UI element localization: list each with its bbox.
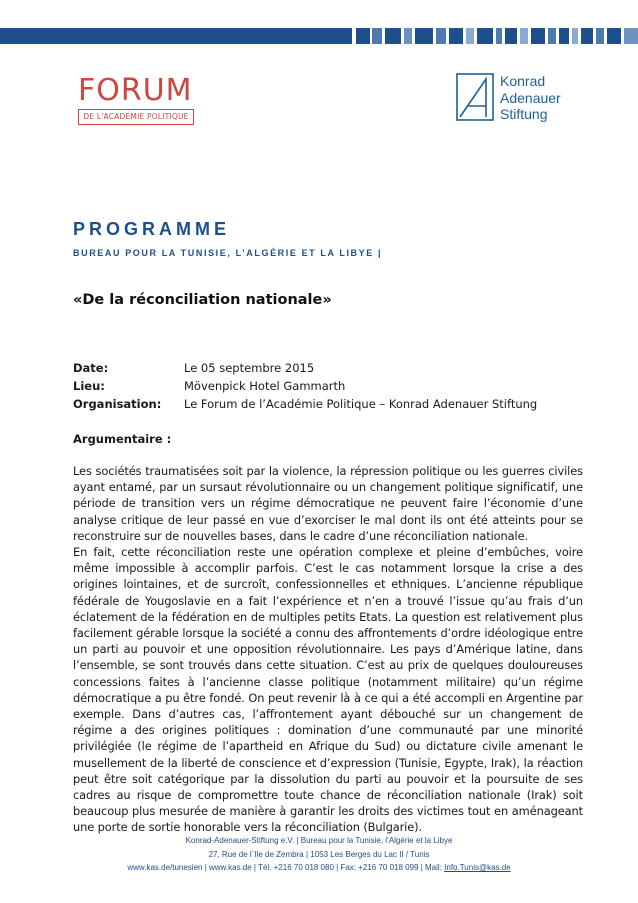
lieu-label: Lieu: — [73, 379, 105, 393]
footer-line-1: Konrad-Adenauer-Stiftung e.V. | Bureau pour la Tunisie, l’Algérie et la Libye — [185, 836, 453, 845]
paragraph: En fait, cette réconciliation reste une opération complexe et pleine d’embûches, voire même impossible à accomplir parfois. C’est le cas notamment lorsque la crise a des origines lointaines, et de surcroît, confessionnelles et ethniques. L’ancienne république fédérale de Yougoslavie en a fait l’expérience et n’en a trouvé l’issue qu’au frais d’un éclatement de la fédération en de multiples petits Etats. La question est relativement plus facilement gérable lorsque la société a connu des affrontements d’ordre idéologique entre un parti au pouvoir et une opposition révolutionnaire. Les pays d’Amérique latine, dans l’ensemble, se sont trouvés dans cette situation. C’est au prix de quelques douloureuses concessions faites à l’ancienne classe politique (notamment militaire) qu’un régime démocratique a pu être fondé. On peut revenir là à ce qui a été accompli en Argentine par exemple. Dans d’autres cas, l’affrontement ayant débouché sur un changement de régime a des origines politiques : domination d’une communauté par une minorité privilégiée (le régime de l’apartheid en Afrique du Sud) ou dictature civile amenant le musellement de la liberté de conscience et d’expression (Tunisie, Egypte, Irak), la réaction peut être soit catégorique par la dissolution du parti au pouvoir et la poursuite de ses cadres au risque de compromettre toute chance de réconciliation nationale (Irak) soit beaucoup plus mesurée de manière à garantir les droits des victimes tout en aménageant une porte de sortie honorable vers la réconciliation (Bulgarie). — [73, 545, 583, 835]
argumentaire-heading: Argumentaire : — [73, 432, 172, 446]
kas-logo-line2: Adenauer — [500, 89, 561, 106]
forum-logo-word: FORUM — [78, 73, 193, 108]
footer-line-3 — [0, 861, 638, 875]
date-label: Date: — [73, 361, 109, 375]
forum-logo — [78, 73, 194, 124]
footer-contact-text: www.kas.de/tunesien | www.kas.de | Tél. +216 70 018 080 | Fax: +216 70 018 099 | Mail: — [127, 863, 445, 872]
document-title: «De la réconciliation nationale» — [73, 292, 332, 308]
info-row-lieu — [73, 377, 537, 395]
programme-title: PROGRAMME — [73, 219, 230, 239]
organisation-value: Le Forum de l’Académie Politique – Konrad Adenauer Stiftung — [184, 397, 538, 411]
top-decorative-band — [0, 26, 638, 46]
footer-email-link[interactable]: Info.Tunis@kas.de — [444, 863, 511, 872]
info-row-organisation — [73, 395, 537, 413]
kas-logo — [456, 73, 576, 123]
forum-logo-subtitle: DE L'ACADÉMIE POLITIQUE — [78, 109, 194, 125]
page-footer — [0, 834, 638, 875]
kas-logo-mark-icon — [456, 73, 494, 121]
argumentaire-body — [73, 463, 583, 836]
kas-logo-line1: Konrad — [500, 73, 546, 89]
kas-logo-text — [500, 73, 561, 123]
programme-subtitle: BUREAU POUR LA TUNISIE, L’ALGÉRIE ET LA LIBYE | — [73, 248, 383, 258]
date-value: Le 05 septembre 2015 — [184, 361, 315, 375]
footer-line-2: 27, Rue de l´Ile de Zembra | 1053 Les Berges du Lac II / Tunis — [208, 849, 430, 859]
event-info — [73, 359, 537, 413]
organisation-label: Organisation: — [73, 397, 162, 411]
kas-logo-line3: Stiftung — [500, 106, 548, 122]
lieu-value: Mövenpick Hotel Gammarth — [184, 379, 346, 393]
paragraph: Les sociétés traumatisées soit par la violence, la répression politique ou les guerres civiles ayant entamé, par un sursaut révolutionnaire ou un changement politique significatif, une période de transition vers un régime démocratique ne peuvent faire l’économie d’une analyse critique de leur passé en vue d’exorciser le mal dont ils ont été atteints pour se reconstruire sur de nouvelles bases, dans le cadre d’une réconciliation nationale. — [73, 464, 583, 543]
info-row-date — [73, 359, 537, 377]
